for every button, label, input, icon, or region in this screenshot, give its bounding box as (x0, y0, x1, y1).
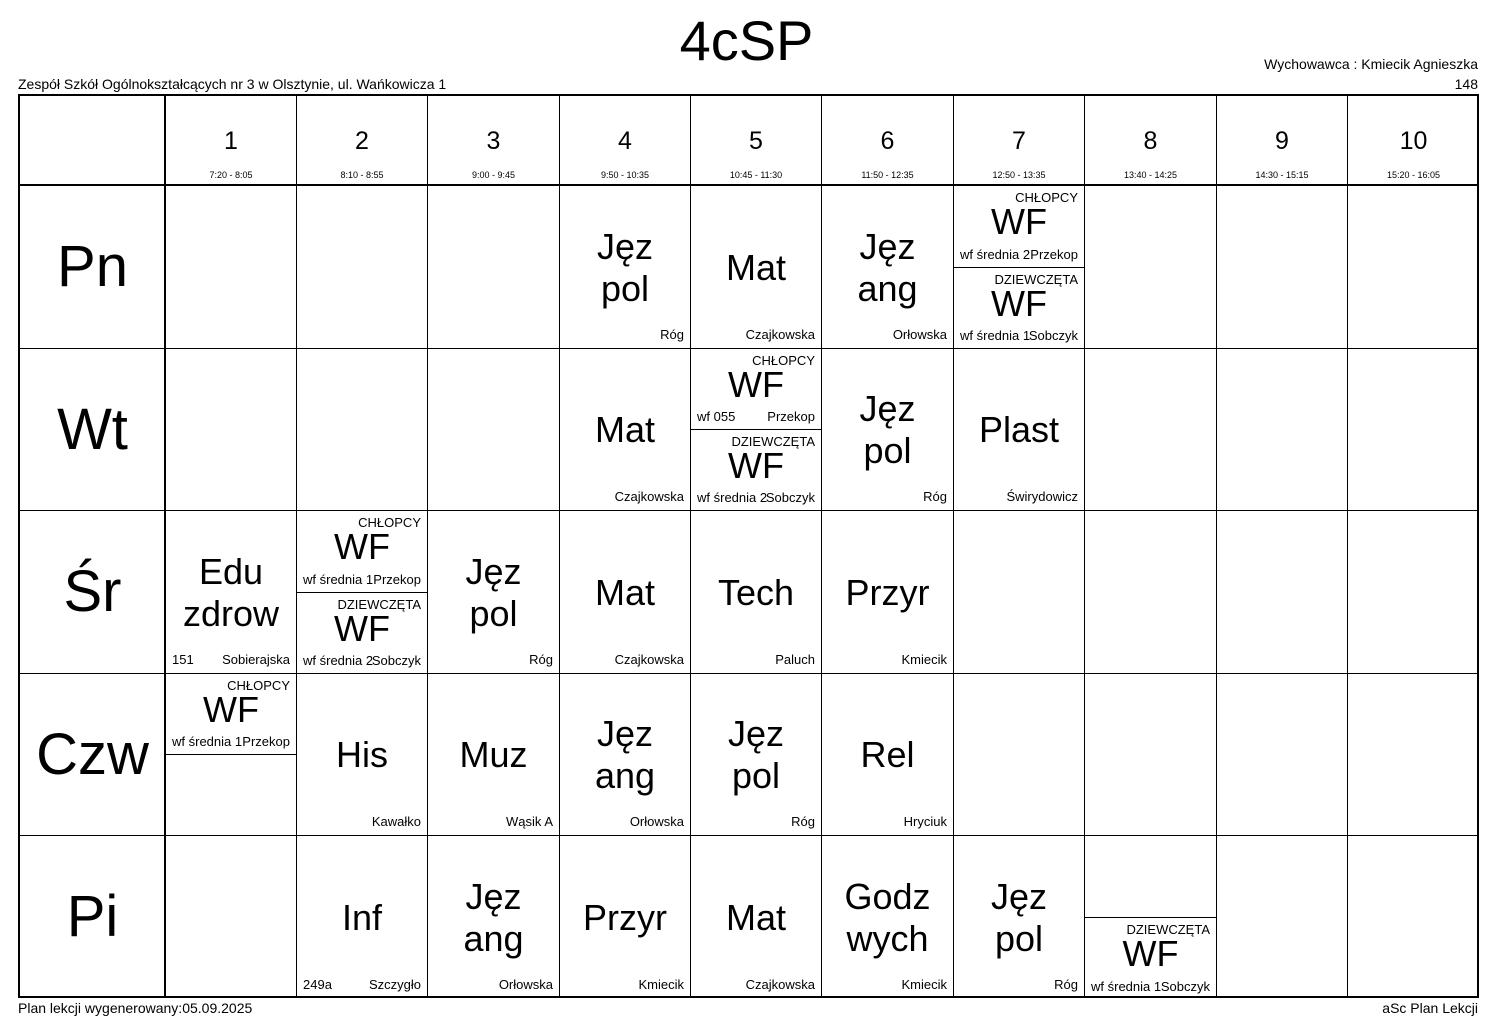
lesson-cell: Mat Czajkowska (725, 247, 815, 342)
period-header: 5 10:45 - 11:30 (729, 127, 783, 180)
lesson-cell: Przyr Kmiecik (845, 572, 947, 667)
period-header: 7 12:50 - 13:35 (992, 127, 1046, 180)
lesson-cell: Mat Czajkowska (725, 897, 815, 992)
lesson-cell: Mat Czajkowska (594, 572, 684, 667)
homeroom-teacher: Wychowawca : Kmiecik Agnieszka (1264, 56, 1478, 72)
software-brand: aSc Plan Lekcji (1382, 1000, 1478, 1016)
day-label-pi: Pi (66, 884, 119, 949)
lesson-cell-split: CHŁOPCY WF wf 055 Przekop DZIEWCZĘTA WF wf średnia 2 Sobczyk (691, 349, 821, 510)
lesson-cell: Jęz pol Róg (859, 388, 947, 504)
lesson-cell: Rel Hryciuk (860, 734, 947, 829)
timetable-grid (18, 94, 1479, 998)
period-header: 1 7:20 - 8:05 (209, 127, 253, 180)
lesson-cell: Jęz pol Róg (990, 876, 1078, 992)
period-header: 2 8:10 - 8:55 (340, 127, 384, 180)
lesson-cell: His Kawałko (336, 734, 421, 829)
lesson-cell: Jęz pol Róg (465, 551, 553, 667)
lesson-cell: Inf 249a Szczygło (303, 897, 421, 992)
lesson-cell-split: DZIEWCZĘTA WF wf średnia 1 Sobczyk (1085, 836, 1216, 998)
generated-date: Plan lekcji wygenerowany:05.09.2025 (18, 1000, 253, 1016)
period-header: 10 15:20 - 16:05 (1386, 127, 1441, 180)
lesson-cell: Jęz ang Orłowska (857, 226, 947, 342)
lesson-cell: Mat Czajkowska (594, 409, 684, 504)
lesson-cell: Edu zdrow 151 Sobierajska (172, 551, 290, 667)
day-label-czw: Czw (36, 722, 149, 787)
lesson-cell: Jęz ang Orłowska (594, 713, 684, 829)
day-label-pn: Pn (57, 234, 128, 299)
lesson-cell: Jęz pol Róg (596, 226, 684, 342)
lesson-cell: Godz wych Kmiecik (844, 876, 947, 992)
day-label-sr: Śr (63, 559, 122, 624)
day-label-wt: Wt (57, 397, 128, 462)
lesson-cell: Muz Wąsik A (459, 734, 553, 829)
lesson-cell: Przyr Kmiecik (583, 897, 684, 992)
period-header: 9 14:30 - 15:15 (1255, 127, 1309, 180)
lesson-cell-split: CHŁOPCY WF wf średnia 2 Przekop DZIEWCZĘTA WF wf średnia 1 Sobczyk (954, 186, 1084, 348)
lesson-cell: Jęz pol Róg (727, 713, 815, 829)
period-header: 4 9:50 - 10:35 (600, 127, 650, 180)
lesson-cell: Tech Paluch (717, 572, 815, 667)
lesson-cell-split: CHŁOPCY WF wf średnia 1 Przekop DZIEWCZĘTA WF wf średnia 2 Sobczyk (297, 511, 427, 673)
lesson-cell: Jęz ang Orłowska (463, 876, 553, 992)
homeroom-room: 148 (1454, 76, 1478, 92)
lesson-cell: Plast Świrydowicz (978, 409, 1078, 504)
period-header: 8 13:40 - 14:25 (1123, 127, 1178, 180)
school-name: Zespół Szkół Ogólnokształcących nr 3 w Olsztynie, ul. Wańkowicza 1 (18, 76, 447, 92)
class-title: 4cSP (679, 9, 814, 72)
period-header: 6 11:50 - 12:35 (861, 127, 914, 180)
lesson-cell-split: CHŁOPCY WF wf średnia 1 Przekop (166, 674, 296, 835)
period-header: 3 9:00 - 9:45 (471, 127, 516, 180)
